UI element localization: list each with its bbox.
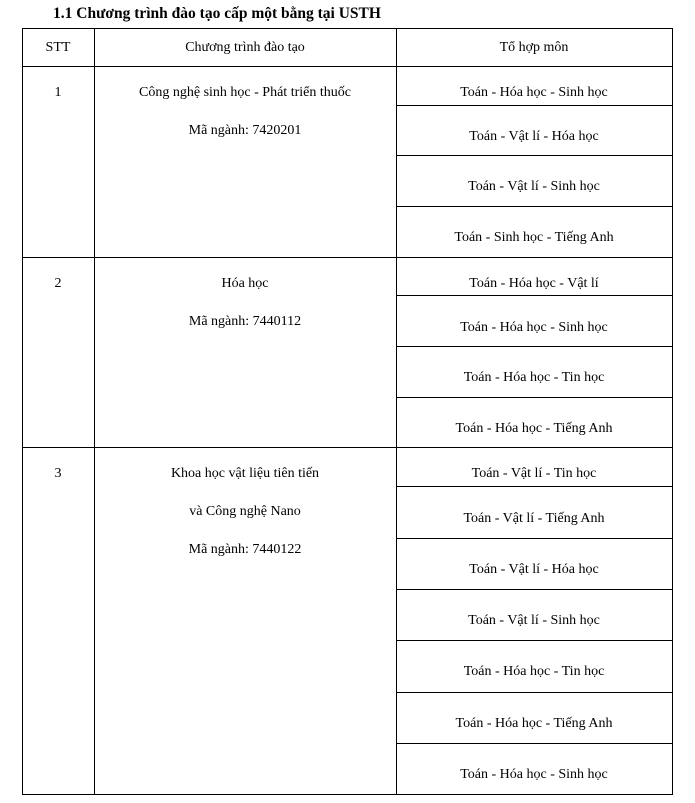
combination-divider xyxy=(396,447,672,448)
combination-cell: Toán - Hóa học - Tin học xyxy=(463,664,605,679)
program-code: Mã ngành: 7440112 xyxy=(188,314,302,329)
header-divider xyxy=(22,66,672,67)
stt-cell: 2 xyxy=(54,276,62,291)
program-table xyxy=(22,28,672,794)
column-divider xyxy=(22,28,23,795)
combination-divider xyxy=(396,692,672,693)
program-code: Mã ngành: 7440122 xyxy=(188,542,302,557)
combination-cell: Toán - Vật lí - Hóa học xyxy=(469,562,599,577)
combination-cell: Toán - Sinh học - Tiếng Anh xyxy=(454,230,614,245)
program-name: và Công nghệ Nano xyxy=(189,504,301,519)
combination-divider xyxy=(396,105,672,106)
combination-cell: Toán - Hóa học - Tiếng Anh xyxy=(455,716,613,731)
combination-divider xyxy=(396,743,672,744)
combination-cell: Toán - Vật lí - Hóa học xyxy=(469,129,599,144)
combination-divider xyxy=(396,538,672,539)
combination-divider xyxy=(396,397,672,398)
combination-divider xyxy=(396,346,672,347)
program-name: Công nghệ sinh học - Phát triển thuốc xyxy=(139,85,351,100)
combination-cell: Toán - Vật lí - Sinh học xyxy=(468,613,600,628)
table-border-top xyxy=(22,28,673,29)
row-divider xyxy=(22,794,396,795)
row-divider xyxy=(22,447,396,448)
combination-cell: Toán - Hóa học - Sinh học xyxy=(460,767,608,782)
column-divider xyxy=(396,28,397,795)
program-code: Mã ngành: 7420201 xyxy=(188,123,302,138)
program-name: Hóa học xyxy=(221,276,269,291)
combination-cell: Toán - Hóa học - Sinh học xyxy=(460,85,608,100)
section-title: 1.1 Chương trình đào tạo cấp một bằng tại USTH xyxy=(53,5,381,22)
combination-cell: Toán - Vật lí - Sinh học xyxy=(468,179,600,194)
combination-divider xyxy=(396,640,672,641)
column-divider xyxy=(94,28,95,795)
combination-cell: Toán - Hóa học - Sinh học xyxy=(460,320,608,335)
combination-divider xyxy=(396,589,672,590)
combination-cell: Toán - Vật lí - Tiếng Anh xyxy=(463,511,605,526)
stt-cell: 3 xyxy=(54,466,62,481)
row-divider xyxy=(22,257,396,258)
header-combination: Tổ hợp môn xyxy=(499,40,569,55)
column-divider xyxy=(672,28,673,795)
combination-divider xyxy=(396,486,672,487)
combination-divider xyxy=(396,794,672,795)
program-name: Khoa học vật liệu tiên tiến xyxy=(170,466,320,481)
combination-divider xyxy=(396,295,672,296)
header-stt: STT xyxy=(45,40,71,55)
combination-cell: Toán - Hóa học - Vật lí xyxy=(469,276,599,291)
stt-cell: 1 xyxy=(54,85,62,100)
header-program: Chương trình đào tạo xyxy=(185,40,305,55)
combination-divider xyxy=(396,257,672,258)
combination-cell: Toán - Hóa học - Tiếng Anh xyxy=(455,421,613,436)
combination-divider xyxy=(396,206,672,207)
combination-cell: Toán - Hóa học - Tin học xyxy=(463,370,605,385)
combination-cell: Toán - Vật lí - Tin học xyxy=(471,466,597,481)
combination-divider xyxy=(396,155,672,156)
